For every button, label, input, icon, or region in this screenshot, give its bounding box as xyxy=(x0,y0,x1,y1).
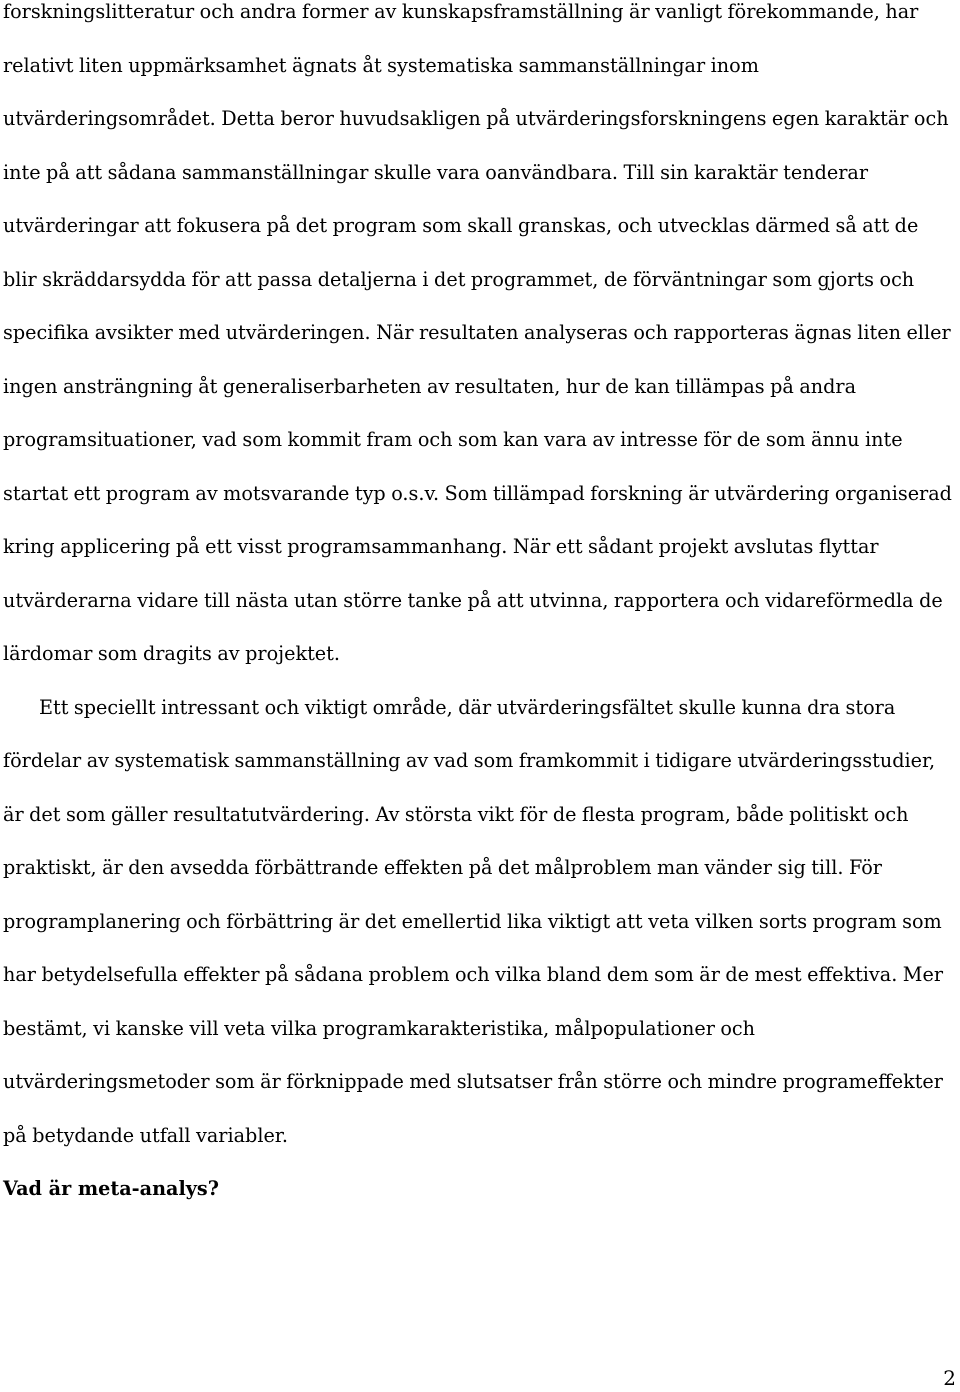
page-number: 2 xyxy=(943,1366,956,1390)
body-paragraph: forskningslitteratur och andra former av kunskapsframställning är vanligt förekommande, har relativt liten uppmärksamhet ägnats åt systematiska sammanställningar inom utvärderingsområdet. Detta beror huvudsakligen på utvärderingsforskningens egen karaktär och inte på att sådana sammanställningar skulle vara oanvändbara. Till sin karaktär tenderar utvärderingar att fokusera på det program som skall granskas, och utvecklas därmed så att de blir skräddarsydda för att passa detaljerna i det programmet, de förväntningar som gjorts och specifika avsikter med utvärderingen. När resultaten analyseras och rapporteras ägnas liten eller ingen ansträngning åt generaliserbarheten av resultaten, hur de kan tillämpas på andra programsituationer, vad som kommit fram och som kan vara av intresse för de som ännu inte startat ett program av motsvarande typ o.s.v. Som tillämpad forskning är utvärdering organiserad kring applicering på ett visst programsammanhang. När ett sådant projekt avslutas flyttar utvärderarna vidare till nästa utan större tanke på att utvinna, rapportera och vidareförmedla de lärdomar som dragits av projektet. xyxy=(3,0,952,665)
document-page xyxy=(3,0,957,1216)
section-heading: Vad är meta-analys? xyxy=(3,1177,219,1200)
body-paragraph: Ett speciellt intressant och viktigt område, där utvärderingsfältet skulle kunna dra stora fördelar av systematisk sammanställning av vad som framkommit i tidigare utvärderingsstudier, är det som gäller resultatutvärdering. Av största vikt för de flesta program, både politiskt och praktiskt, är den avsedda förbättrande effekten på det målproblem man vänder sig till. För programplanering och förbättring är det emellertid lika viktigt att veta vilken sorts program som har betydelsefulla effekter på sådana problem och vilka bland dem som är de mest effektiva. Mer bestämt, vi kanske vill veta vilka programkarakteristika, målpopulationer och utvärderingsmetoder som är förknippade med slutsatser från större och mindre programeffekter på betydande utfall variabler. xyxy=(3,695,943,1147)
